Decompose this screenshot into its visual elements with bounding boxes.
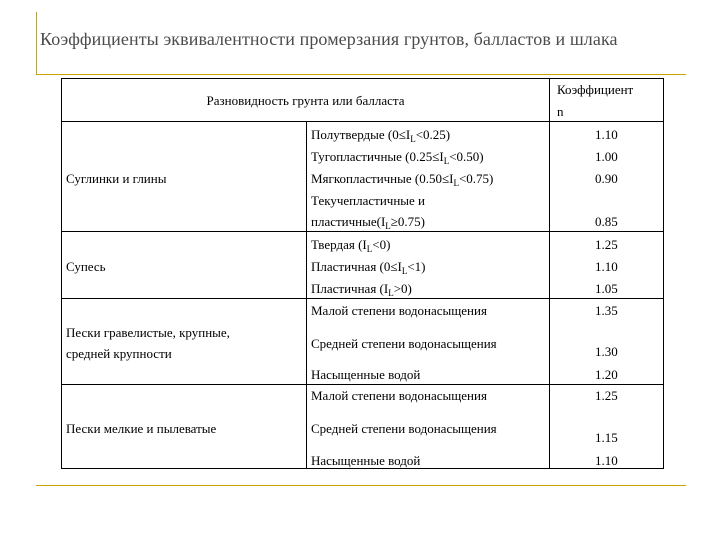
coefficient-value: 1.10 xyxy=(595,453,618,468)
group-name: Суглинки и глины xyxy=(66,171,167,186)
title-underline-rule xyxy=(36,74,686,75)
coefficient-value: 1.10 xyxy=(595,127,618,142)
table-state-column-divider xyxy=(306,121,307,469)
soil-state: Пластичная $(0\le I_L<1)$ xyxy=(311,259,426,276)
table-right-border xyxy=(663,78,664,469)
coefficient-value: 1.10 xyxy=(595,259,618,274)
soil-state: Насыщенные водой xyxy=(311,453,421,468)
soil-state: Полутвердые $(0\le I_L<0.25)$ xyxy=(311,127,451,144)
soil-state: Малой степени водонасыщения xyxy=(311,303,487,318)
group-name: средней крупности xyxy=(66,346,172,361)
table-header-divider xyxy=(61,121,664,122)
coefficient-value: 1.15 xyxy=(595,430,618,445)
soil-state: Твердая $(I_L<0)$ xyxy=(311,237,391,254)
soil-state: Средней степени водонасыщения xyxy=(311,336,497,351)
coefficient-value: 1.30 xyxy=(595,344,618,359)
soil-state: $пластичные(I_L\ge 0.75)$ xyxy=(311,214,425,231)
soil-state: Текучепластичные и xyxy=(311,193,425,208)
coefficient-value: 1.00 xyxy=(595,149,618,164)
soil-state: Пластичная $(I_L>0)$ xyxy=(311,281,412,298)
soil-state: Насыщенные водой xyxy=(311,367,421,382)
table-group-divider xyxy=(61,298,664,299)
soil-state: Мягкопластичные $(0.50\le I_L<0.75)$ xyxy=(311,171,494,188)
table-left-border xyxy=(61,78,62,469)
table-group-divider xyxy=(61,231,664,232)
coefficient-value: 1.25 xyxy=(595,237,618,252)
soil-state: Тугопластичные $(0.25\le I_L<0.50)$ xyxy=(311,149,484,166)
header-coefficient: Коэффициент xyxy=(557,82,634,97)
soil-state: Средней степени водонасыщения xyxy=(311,421,497,436)
group-name: Супесь xyxy=(66,259,106,274)
group-name: Пески гравелистые, крупные, xyxy=(66,325,230,340)
coefficient-value: 1.20 xyxy=(595,367,618,382)
table-value-column-divider xyxy=(549,78,550,469)
table-group-divider xyxy=(61,384,664,385)
header-soil-type: Разновидность грунта или балласта xyxy=(206,93,405,108)
title-accent-vertical-rule xyxy=(36,12,37,74)
group-name: Пески мелкие и пылеватые xyxy=(66,421,217,436)
coefficient-value: 0.90 xyxy=(595,171,618,186)
soil-state: Малой степени водонасыщения xyxy=(311,388,487,403)
header-coefficient-symbol: n xyxy=(557,104,564,119)
footer-rule xyxy=(36,485,686,486)
table-top-border xyxy=(61,78,664,79)
coefficient-value: 1.35 xyxy=(595,303,618,318)
coefficient-value: 1.25 xyxy=(595,388,618,403)
coefficient-value: 0.85 xyxy=(595,214,618,229)
slide-title: Коэффициенты эквивалентности промерзания грунтов, балластов и шлака xyxy=(40,29,618,49)
coefficient-value: 1.05 xyxy=(595,281,618,296)
